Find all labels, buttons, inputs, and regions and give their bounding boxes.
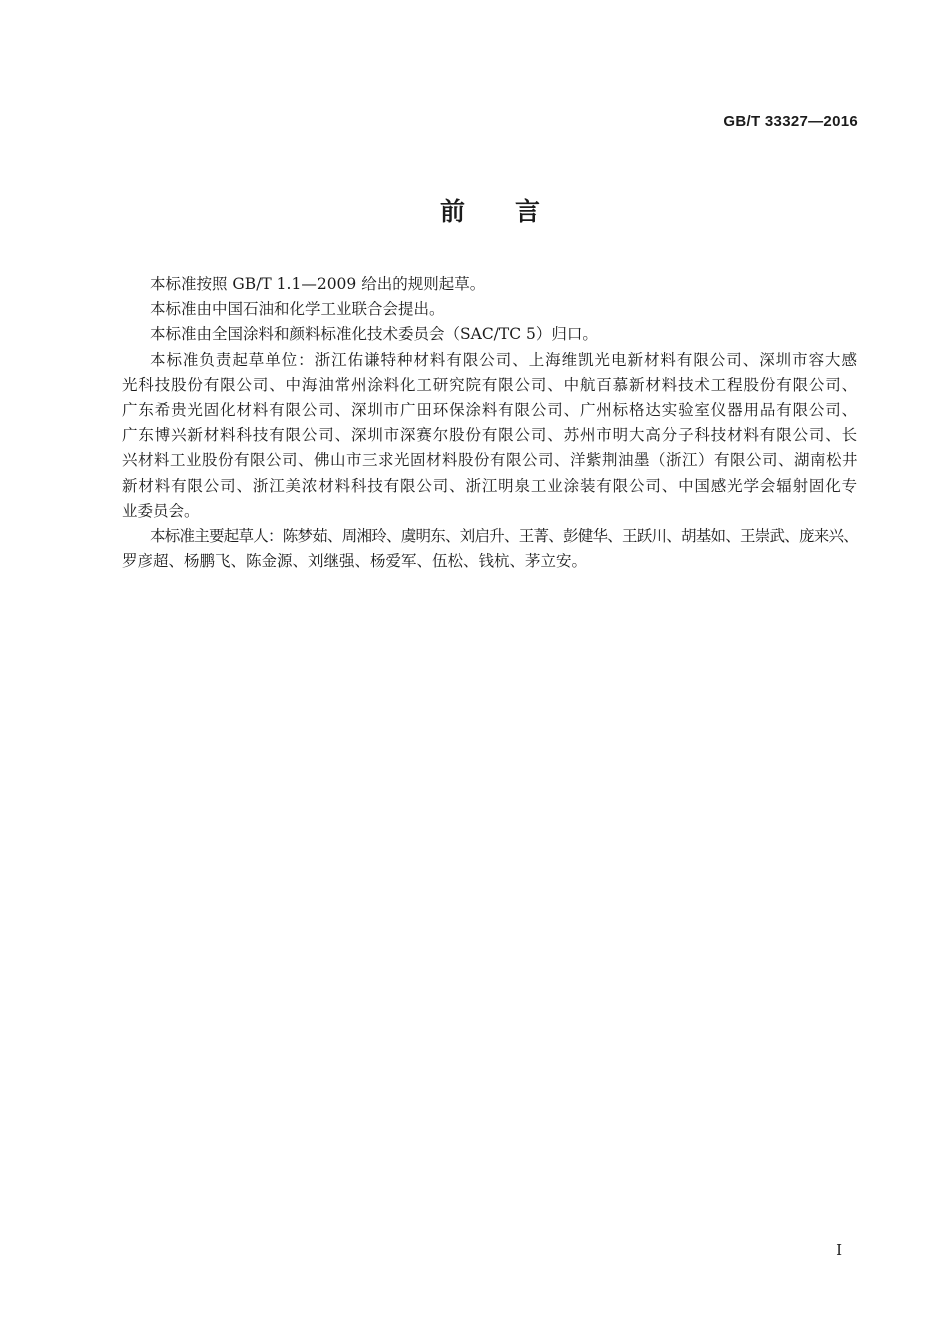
line-text: 光科技股份有限公司、中海油常州涂料化工研究院有限公司、中航百慕新材料技术工程股份有限公司、 (122, 375, 858, 394)
text-line (122, 474, 858, 499)
page-title: 前 言 (439, 197, 540, 226)
text-line (122, 398, 858, 423)
text-line (122, 373, 858, 398)
line-text: 罗彦超、杨鹏飞、陈金源、刘继强、杨爱军、伍松、钱杭、茅立安。 (122, 552, 588, 571)
paragraph-drafting-rules (122, 272, 858, 297)
foreword-body (122, 272, 858, 574)
standard-number: GB/T 33327—2016 (723, 113, 858, 130)
text-line (122, 549, 858, 574)
text-line (122, 348, 858, 373)
page-number: I (836, 1241, 842, 1259)
text-line (122, 499, 858, 524)
text-line (122, 322, 858, 347)
line-text: 本标准由全国涂料和颜料标准化技术委员会（SAC/TC 5）归口。 (150, 325, 598, 344)
line-text: 本标准由中国石油和化学工业联合会提出。 (150, 300, 445, 319)
paragraph-proposer (122, 297, 858, 322)
line-text: 兴材料工业股份有限公司、佛山市三求光固材料股份有限公司、洋紫荆油墨（浙江）有限公司、湖南松井 (122, 451, 858, 470)
text-line (122, 297, 858, 322)
line-text: 本标准主要起草人：陈梦茹、周湘玲、虞明东、刘启升、王菁、彭健华、王跃川、胡基如、王崇武、庞来兴、 (150, 526, 858, 545)
line-text: 本标准按照 GB/T 1.1—2009 给出的规则起草。 (150, 275, 486, 293)
paragraph-technical-committee (122, 322, 858, 347)
text-line (122, 423, 858, 448)
text-line (122, 524, 858, 549)
line-text: 新材料有限公司、浙江美浓材料科技有限公司、浙江明泉工业涂装有限公司、中国感光学会辐射固化专 (122, 476, 858, 495)
line-text: 业委员会。 (122, 501, 200, 520)
line-text: 广东博兴新材料科技有限公司、深圳市深赛尔股份有限公司、苏州市明大高分子科技材料有限公司、长 (122, 426, 858, 445)
paragraph-drafting-organizations (122, 348, 858, 524)
paragraph-drafters (122, 524, 858, 574)
text-line (122, 272, 858, 297)
line-text: 本标准负责起草单位：浙江佑谦特种材料有限公司、上海维凯光电新材料有限公司、深圳市容大感 (150, 350, 858, 369)
text-line (122, 448, 858, 473)
line-text: 广东希贵光固化材料有限公司、深圳市广田环保涂料有限公司、广州标格达实验室仪器用品有限公司、 (122, 400, 858, 419)
